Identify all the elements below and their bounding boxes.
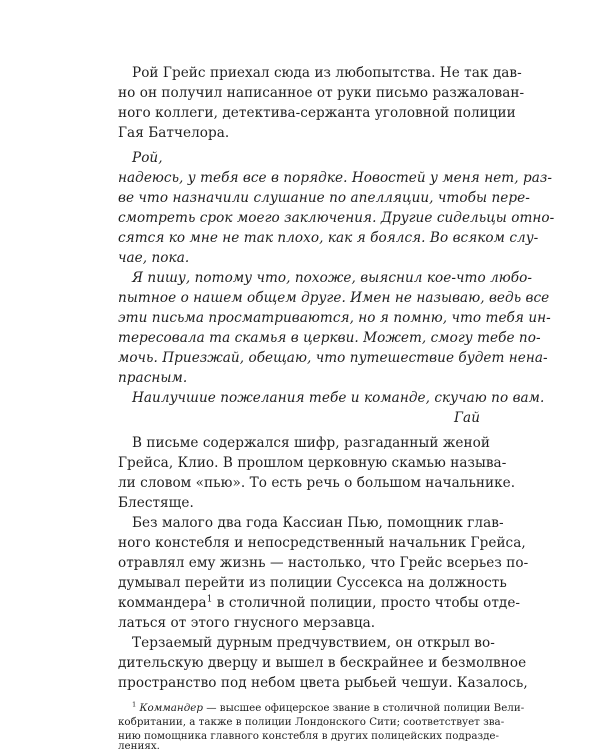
body-line: латься от этого гнусного мерзавца.	[118, 615, 376, 631]
letter-line: тересовала та скамья в церкви. Может, смогу тебе по-	[118, 330, 541, 346]
letter-line: пытное о нашем общем друге. Имен не называю, ведь все	[118, 290, 550, 306]
body-line: Рой Грейс приехал сюда из любопытства. Не так дав-	[132, 65, 522, 81]
commander-word: коммандера	[118, 595, 207, 611]
body-line: ного констебля и непосредственный начальник Грейса,	[118, 535, 526, 551]
body-line: Терзаемый дурным предчувствием, он открыл во-	[132, 635, 495, 651]
body-line: но он получил написанное от руки письмо разжалован-	[118, 85, 525, 101]
letter-line: ве что назначили слушание по апелляции, чтобы пере-	[118, 190, 530, 206]
letter-greeting: Рой,	[132, 150, 163, 166]
letter-line: чае, пока.	[118, 250, 190, 266]
body-line: Гая Батчелора.	[118, 125, 230, 141]
letter-signature: Гай	[453, 410, 480, 426]
commander-line-rest: в столичной полиции, просто чтобы отде-	[216, 595, 521, 611]
body-line: отравлял ему жизнь — настолько, что Грейс всерьез по-	[118, 555, 529, 571]
letter-line: прасным.	[118, 370, 188, 386]
body-line: ного коллеги, детектива-сержанта уголовной полиции	[118, 105, 516, 121]
footnote-marker: 1	[206, 594, 213, 605]
letter-line: смотреть срок моего заключения. Другие сидельцы отно-	[118, 210, 555, 226]
body-line: Грейса, Клио. В прошлом церковную скамью называ-	[118, 455, 507, 471]
footnote-line: нию помощника главного констебля в других полицейских подразде-	[118, 730, 499, 742]
body-line	[118, 593, 521, 613]
body-line: Блестяще.	[118, 495, 194, 511]
letter-line: эти письма просматриваются, но я помню, что тебя ин-	[118, 310, 551, 326]
body-line: пространство под небом цвета рыбьей чешуи. Казалось,	[118, 675, 528, 691]
body-line: думывал перейти из полиции Суссекса на должность	[118, 575, 507, 591]
body-line: Без малого два года Кассиан Пью, помощник глав-	[132, 515, 504, 531]
letter-line: Я пишу, потому что, похоже, выяснил кое-что любо-	[132, 270, 533, 286]
letter-line: мочь. Приезжай, обещаю, что путешествие будет нена-	[118, 350, 548, 366]
footnote-text: — высшее офицерское звание в столичной полиции Вели-	[206, 702, 525, 714]
letter-line: сятся ко мне не так плохо, как я боялся. Во всяком слу-	[118, 230, 539, 246]
footnote-line: кобритании, а также в полиции Лондонского Сити; соответствует зва-	[118, 716, 505, 728]
letter-line: надеюсь, у тебя все в порядке. Новостей у меня нет, раз-	[118, 170, 552, 186]
footnote-number: 1	[132, 700, 137, 709]
body-line: дительскую дверцу и вышел в бескрайнее и безмолвное	[118, 655, 527, 671]
footnote-line: лениях.	[118, 742, 160, 750]
body-line: ли словом «пью». То есть речь о большом начальнике.	[118, 475, 516, 491]
body-line: В письме содержался шифр, разгаданный женой	[132, 435, 490, 451]
letter-closing: Наилучшие пожелания тебе и команде, скучаю по вам.	[132, 390, 545, 406]
footnote-term: Коммандер	[139, 702, 203, 714]
